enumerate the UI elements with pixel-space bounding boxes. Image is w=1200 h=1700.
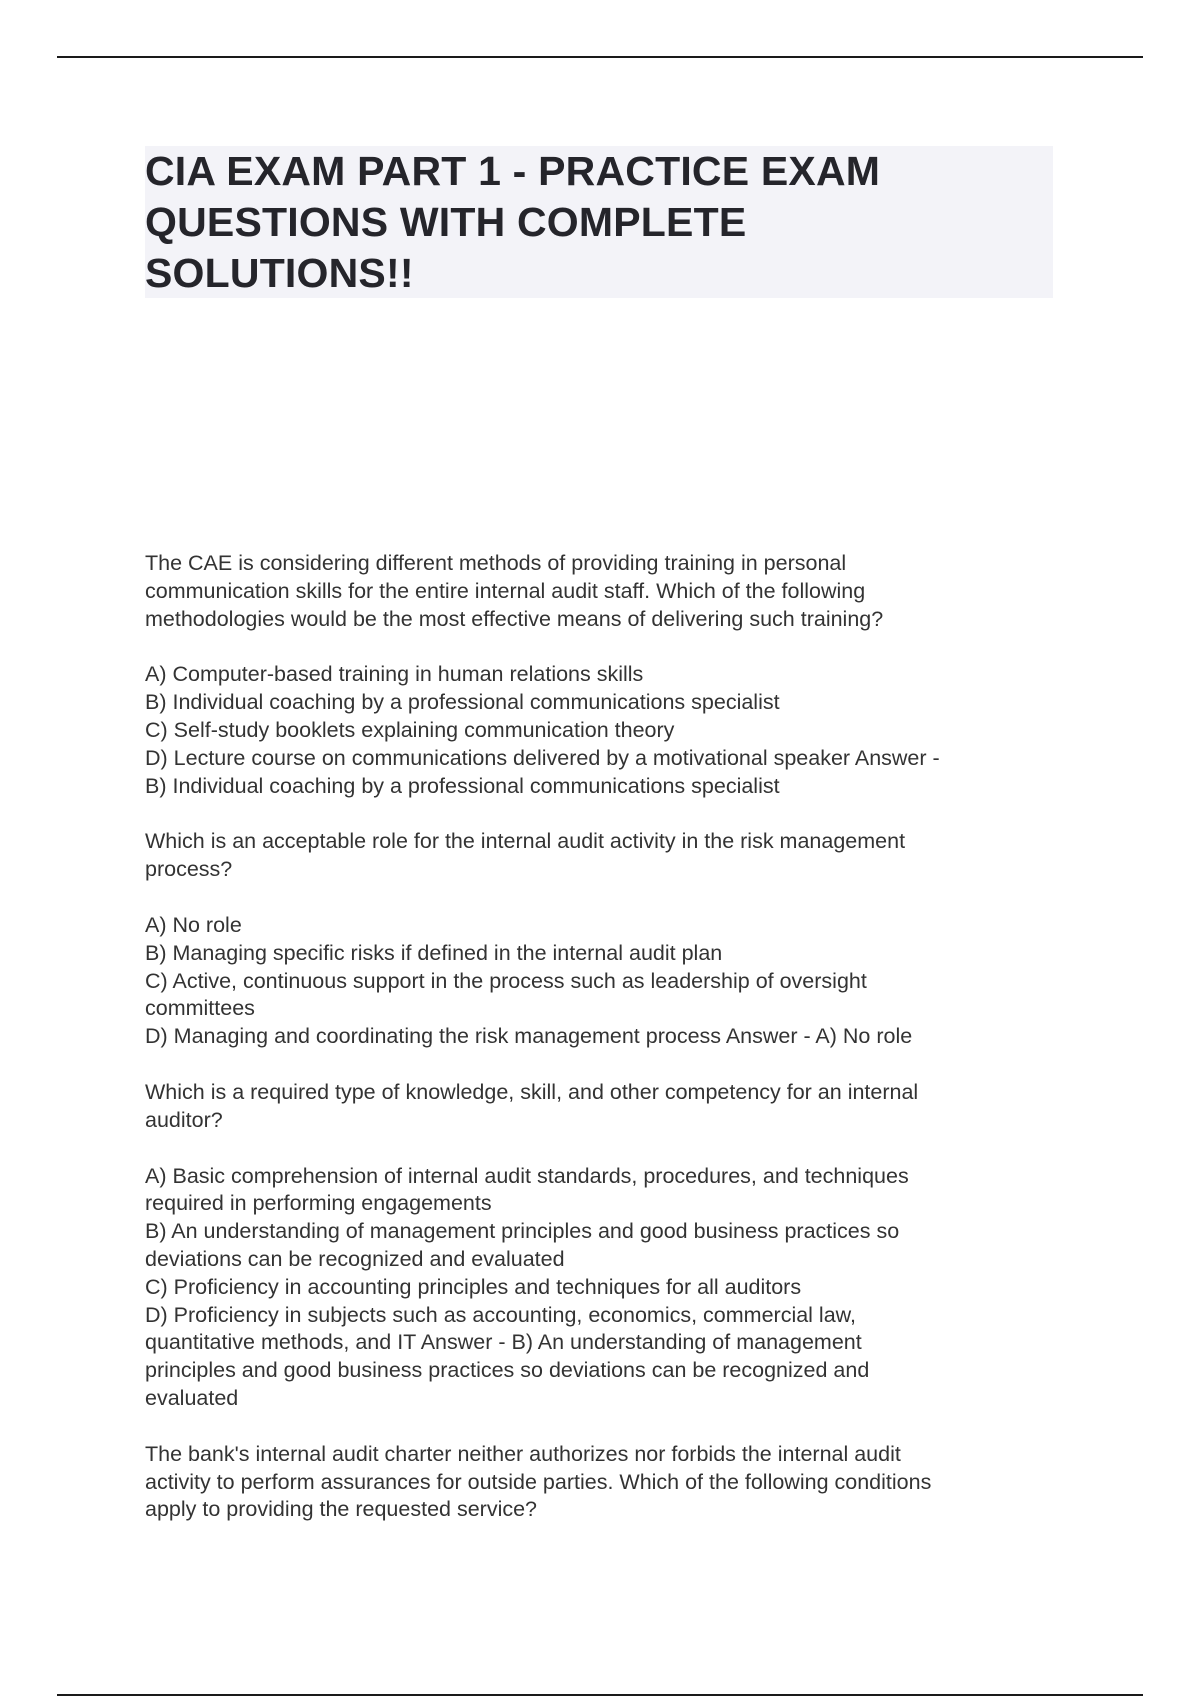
document-body <box>145 550 1060 1524</box>
question-2-options-answer: A) No role B) Managing specific risks if defined in the internal audit plan C) Active, continuous support in the process such as leadership of oversight committees D) Managing and coordinating the risk management process Answer - A) No role <box>145 912 913 1049</box>
top-rule <box>57 56 1143 58</box>
question-2-text: Which is an acceptable role for the internal audit activity in the risk management process? <box>145 829 906 882</box>
document-title: CIA EXAM PART 1 - PRACTICE EXAM QUESTIONS WITH COMPLETE SOLUTIONS!! <box>145 148 881 296</box>
question-3-options-answer: A) Basic comprehension of internal audit standards, procedures, and techniques required in performing engagements B) An understanding of management principles and good business practices so deviations can be recognized and evaluated C) Proficiency in accounting principles and techniques for all auditors D) Proficiency in subjects such as accounting, economics, commercial law, quantitative methods, and IT Answer - B) An understanding of management principles and good business practices so deviations can be recognized and evaluated <box>145 1163 909 1410</box>
question-1-options-answer: A) Computer-based training in human relations skills B) Individual coaching by a professional communications specialist C) Self-study booklets explaining communication theory D) Lecture course on communications delivered by a motivational speaker Answer - B) Individual coaching by a professional communications specialist <box>145 662 940 798</box>
question-1-text: The CAE is considering different methods of providing training in personal communication skills for the entire internal audit staff. Which of the following methodologies would be the most effective means of delivering such training? <box>145 551 884 631</box>
question-3-text: Which is a required type of knowledge, skill, and other competency for an internal auditor? <box>145 1079 919 1132</box>
title-block <box>145 146 1053 298</box>
question-4-text: The bank's internal audit charter neither authorizes nor forbids the internal audit activity to perform assurances for outside parties. Which of the following conditions apply to providing the requested service? <box>145 1441 932 1522</box>
bottom-rule <box>57 1694 1143 1696</box>
